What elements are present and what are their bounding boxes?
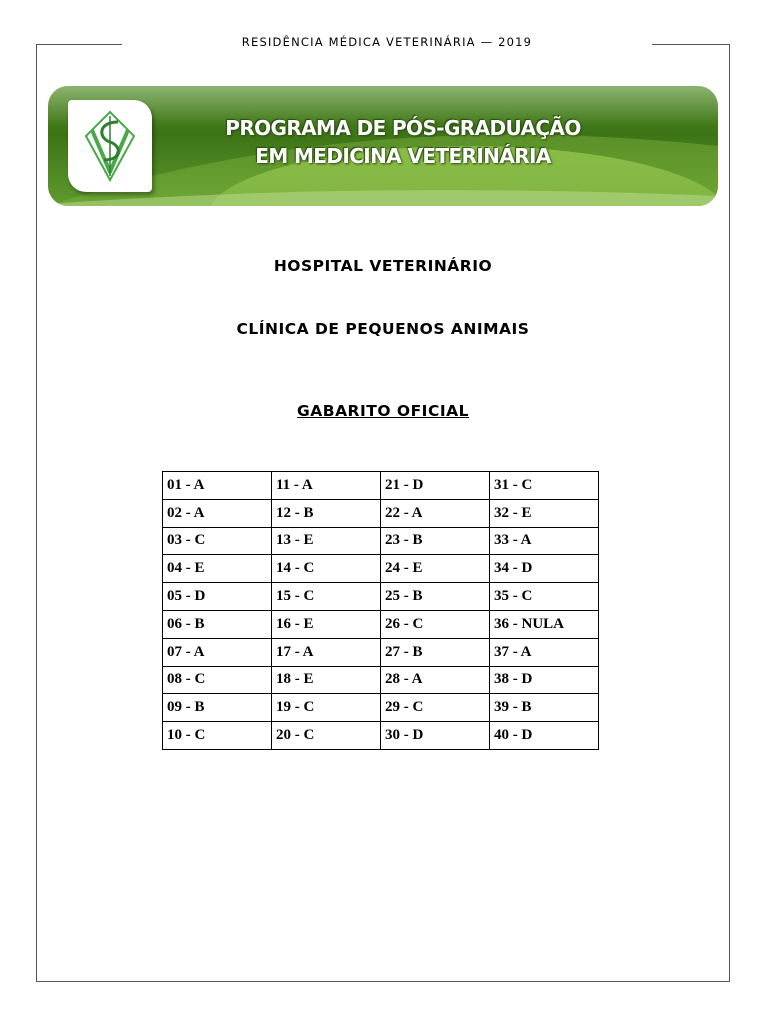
answer-cell: 07 - A	[163, 638, 272, 666]
answer-cell: 14 - C	[272, 555, 381, 583]
answer-cell: 39 - B	[490, 694, 599, 722]
answer-cell: 10 - C	[163, 722, 272, 750]
answer-cell: 09 - B	[163, 694, 272, 722]
hospital-heading: HOSPITAL VETERINÁRIO	[273, 257, 493, 275]
table-row	[163, 666, 599, 694]
table-row	[163, 499, 599, 527]
answer-cell: 30 - D	[381, 722, 490, 750]
answer-cell: 20 - C	[272, 722, 381, 750]
table-row	[163, 527, 599, 555]
answer-cell: 17 - A	[272, 638, 381, 666]
table-row	[163, 694, 599, 722]
answer-cell: 31 - C	[490, 472, 599, 500]
answer-cell: 32 - E	[490, 499, 599, 527]
banner-title-line-2: EM MEDICINA VETERINÁRIA	[255, 144, 551, 168]
banner-title-line-1: PROGRAMA DE PÓS-GRADUAÇÃO	[225, 116, 581, 140]
answer-cell: 35 - C	[490, 583, 599, 611]
answer-cell: 13 - E	[272, 527, 381, 555]
caduceus-logo-icon	[68, 100, 152, 192]
answer-cell: 03 - C	[163, 527, 272, 555]
answer-cell: 01 - A	[163, 472, 272, 500]
answer-cell: 23 - B	[381, 527, 490, 555]
answer-cell: 12 - B	[272, 499, 381, 527]
table-row	[163, 555, 599, 583]
answer-cell: 26 - C	[381, 610, 490, 638]
answer-cell: 11 - A	[272, 472, 381, 500]
answer-cell: 34 - D	[490, 555, 599, 583]
answer-cell: 33 - A	[490, 527, 599, 555]
answer-cell: 40 - D	[490, 722, 599, 750]
answer-key-table	[162, 471, 599, 750]
answer-cell: 05 - D	[163, 583, 272, 611]
answer-cell: 08 - C	[163, 666, 272, 694]
answer-cell: 02 - A	[163, 499, 272, 527]
program-logo	[68, 100, 152, 192]
answer-cell: 06 - B	[163, 610, 272, 638]
clinic-heading: CLÍNICA DE PEQUENOS ANIMAIS	[236, 320, 530, 338]
answer-cell: 19 - C	[272, 694, 381, 722]
answer-cell: 24 - E	[381, 555, 490, 583]
table-row	[163, 722, 599, 750]
answer-cell: 04 - E	[163, 555, 272, 583]
table-row	[163, 583, 599, 611]
program-banner	[48, 86, 718, 206]
answer-cell: 37 - A	[490, 638, 599, 666]
answer-cell: 16 - E	[272, 610, 381, 638]
page-header: RESIDÊNCIA MÉDICA VETERINÁRIA — 2019	[241, 35, 533, 49]
answer-cell: 21 - D	[381, 472, 490, 500]
table-row	[163, 638, 599, 666]
answer-cell: 22 - A	[381, 499, 490, 527]
table-row	[163, 472, 599, 500]
answer-cell: 36 - NULA	[490, 610, 599, 638]
banner-title	[198, 114, 608, 170]
answer-cell: 25 - B	[381, 583, 490, 611]
answer-cell: 29 - C	[381, 694, 490, 722]
answer-cell: 15 - C	[272, 583, 381, 611]
answer-cell: 38 - D	[490, 666, 599, 694]
table-row	[163, 610, 599, 638]
answer-cell: 28 - A	[381, 666, 490, 694]
answer-key-heading: GABARITO OFICIAL	[297, 402, 469, 420]
answer-cell: 27 - B	[381, 638, 490, 666]
answer-cell: 18 - E	[272, 666, 381, 694]
